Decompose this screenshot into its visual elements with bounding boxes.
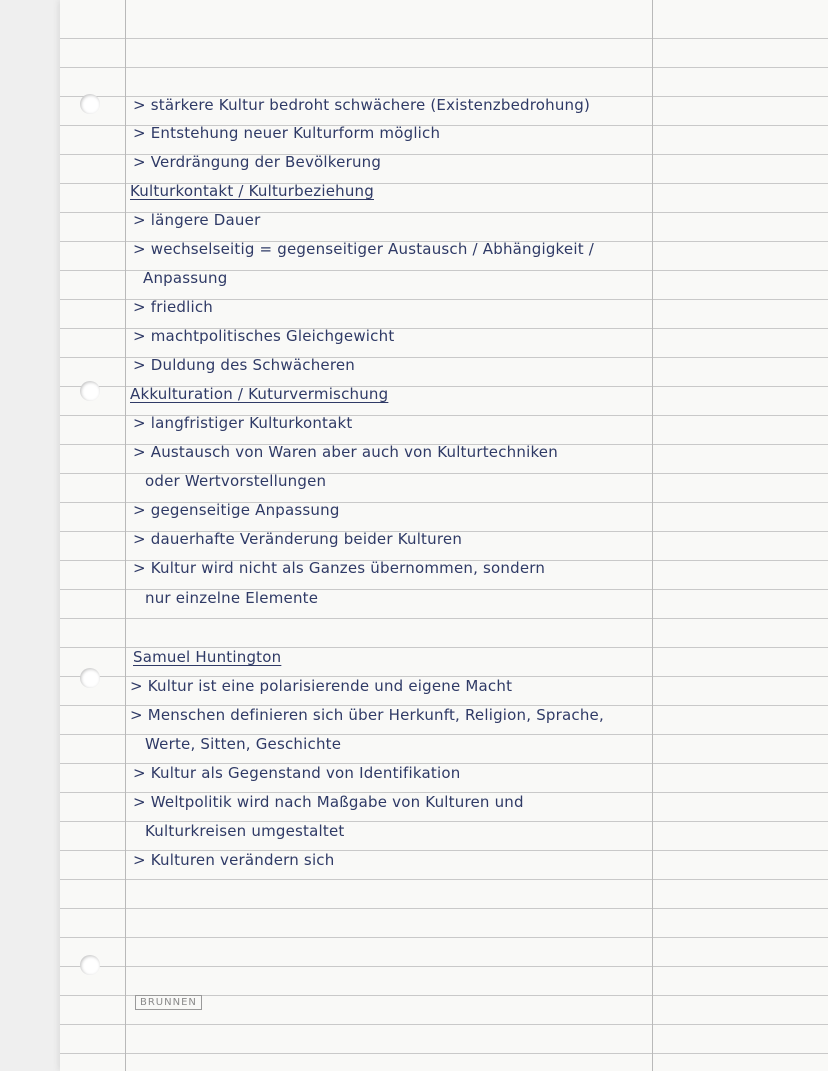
note-line: > Kultur wird nicht als Ganzes übernommen, sondern [133, 559, 546, 577]
note-line: > Menschen definieren sich über Herkunft, Religion, Sprache, [130, 706, 604, 724]
note-line: > längere Dauer [133, 211, 261, 229]
note-line: > Weltpolitik wird nach Maßgabe von Kulturen und [133, 793, 524, 811]
right-margin-line [652, 0, 653, 1071]
note-line: > Kulturen verändern sich [133, 851, 335, 869]
note-line: > stärkere Kultur bedroht schwächere (Existenzbedrohung) [133, 96, 591, 114]
section-heading-kulturkontakt: Kulturkontakt / Kulturbeziehung [130, 182, 374, 200]
note-line: > Kultur als Gegenstand von Identifikation [133, 764, 461, 782]
punch-hole [80, 94, 100, 114]
note-line: > wechselseitig = gegenseitiger Austausch / Abhängigkeit / [133, 240, 595, 258]
note-line: Werte, Sitten, Geschichte [145, 735, 342, 753]
note-line: Kulturkreisen umgestaltet [145, 822, 345, 840]
note-line: > Verdrängung der Bevölkerung [133, 153, 382, 171]
note-line: Anpassung [143, 269, 228, 287]
note-line: nur einzelne Elemente [145, 589, 319, 607]
note-line: > machtpolitisches Gleichgewicht [133, 327, 395, 345]
note-line: > Austausch von Waren aber auch von Kulturtechniken [133, 443, 558, 461]
note-line: > Kultur ist eine polarisierende und eigene Macht [130, 677, 513, 695]
punch-hole [80, 955, 100, 975]
section-heading-akkulturation: Akkulturation / Kuturvermischung [130, 385, 389, 403]
left-margin-line [125, 0, 126, 1071]
note-line: > Entstehung neuer Kulturform möglich [133, 124, 441, 142]
section-heading-huntington: Samuel Huntington [133, 648, 282, 666]
note-line: > Duldung des Schwächeren [133, 356, 356, 374]
note-line: > dauerhafte Veränderung beider Kulturen [133, 530, 463, 548]
note-line: > langfristiger Kulturkontakt [133, 414, 353, 432]
note-line: > gegenseitige Anpassung [133, 501, 340, 519]
punch-hole [80, 381, 100, 401]
brand-logo: BRUNNEN [135, 995, 202, 1010]
note-line: > friedlich [133, 298, 213, 316]
note-line: oder Wertvorstellungen [145, 472, 327, 490]
punch-hole [80, 668, 100, 688]
